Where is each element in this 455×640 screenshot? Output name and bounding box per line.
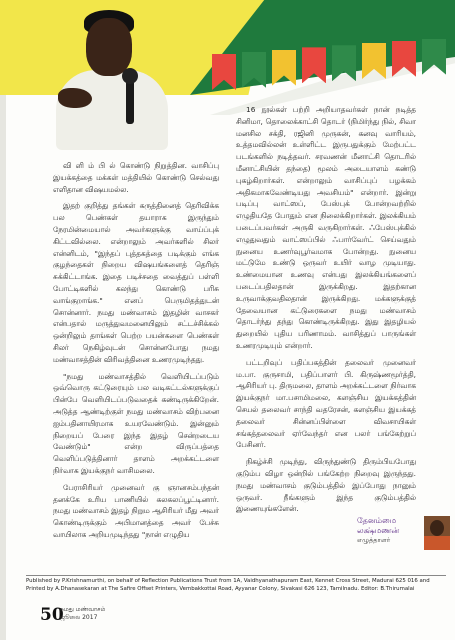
- author-name: தேனம்மை லக்ஷ்மணன்: [357, 516, 400, 535]
- page-number: 50: [40, 605, 64, 625]
- paragraph: வி ளி ம் பி ல் கொண்டு நிறுத்தின. வாசிப்பு இயக்கத்தை மக்கள் மத்தியில் கொண்டு செல்வது எளிதான விஷயமல்ல.: [53, 161, 219, 194]
- paragraph: பேராசிரியர் முனைவர் கு ஞானசம்பந்தன் தனக்கே உரிய பாணியில் கலகலப்பூட்டினார். நமது மண்வாசம் இதழ் நிறும ஆசிரியர் மீது அவர் கொண்டிருக்கும் அபிமானத்தை அவர் பேச்சு வாயிலாக அறியமுடிந்தது "நான் எழுதிய: [53, 482, 219, 539]
- bunting-flag: [422, 39, 446, 75]
- author-role: எழுத்தாளர்: [357, 536, 391, 544]
- speaker-photo: [52, 0, 172, 150]
- page-edge: [0, 0, 6, 640]
- microphone-icon: [126, 78, 134, 124]
- paragraph: பட்டறிவுப் பதிப்பகத்தின் தலைவர் முனைவர் ம.பா. குருசாமி, பதிப்பாளர் பி. கிருஷ்ணமூர்த்தி, ஆசிரியர் பு. திருமலை, தாளம் அறக்கட்டளை நிர்வாக இயக்குநர் மா.பசாமிமலை, களஞ்சிய இயக்கத்தின் செயல் தலைவர் சாந்தி வதரேசன், களஞ்சிய இயக்கத் தலைவர் சின்னப்பிள்ளை விவசாயிகள் சங்கத்தலைவர் ஏர்வேந்தர் என பலர் பங்கேற்றுப் பேசினர்.: [236, 357, 416, 450]
- bunting-flag: [392, 41, 416, 77]
- paragraph: "நமது மண்வாசத்தில் வெளியிடப்படும் ஒவ்வொரு கட்டுரையும் பல வடிகட்டல்களுக்குப் பின்பே வெளியிடப்படுவதைக் கண்டிருக்கிறேன். அடுத்த ஆண்டிற்குள் நமது மண்வாசம் விற்பனை ஐம்பதினாயிரமாக உயரவேண்டும். இன்னும் நிறையப் பேரை இந்த இதழ் சென்றடைய வேண்டும்" என்ற விருப்பத்தை வெளிப்படுத்தினார் தாளம் அறக்கட்டளை நிர்வாக இயக்குநர் வாசிமலை.: [53, 371, 219, 475]
- bunting-flags: [212, 36, 455, 76]
- footer-divider: [26, 575, 446, 576]
- paragraph: 16 நூல்கள் பற்றி அறியாதவர்கள் நான் நடித்த சினிமா, தொலைக்காட்சி தொடர் (நிமிர்ந்து நில், சிவா மனசில சக்தி, ரஜினி முருகன், கனவு வாரியம், உத்தமவில்லன் உள்ளிட்ட இருபதுக்கும் மேற்பட்ட படங்களில் நடித்தவர். சரவணன் மீனாட்சி தொடரில் மீனாட்சியின் தந்தை) மூலம் அடையாளம் கண்டு புகழ்கிறார்கள். என்றாலும் வாசிப்புப் பழக்கம் அதிகமாகவேண்டியது அவசியம்" என்றார். இன்று படிப்பு வாட்ஸப், பேஸ்புக் போன்றவற்றில் எழுதியதே போதும் என நிலைக்கிறார்கள். இலக்கியம் படைப்பவர்கள் அருகி வருகிறார்கள். ஃபேஸ்புக்கில் எழுதுவதும் வாட்ஸப்பில் ஃபார்வேர்ட் செய்வதும் நுனைய உணர்வுபூர்வமாக போன்றது. நுனைய மட்டுமே உண்டு ஒருவர் உயிர் வாழ முடியாது. உண்மையான உணவு என்பது இலக்கியங்களைப் படைப்பதிலதான் இருக்கிறது. இதற்கான உருவாக்குவதிலதான் இருக்கிறது. மக்களுக்குத் தேவையான கட்டுரைகளை நமது மண்வாசம் தொடர்ந்து தந்து கொண்டிருக்கிறது. இது இதழியல் துறையில் புதிய பரிணாமம். வாசித்துப் பாருங்கள் உணரமுடியும் என்றார்.: [236, 105, 416, 350]
- left-column: [53, 160, 219, 546]
- author-signature: [357, 516, 417, 546]
- bunting-flag: [302, 47, 326, 83]
- right-column: [236, 104, 416, 520]
- author-photo: [424, 516, 450, 550]
- paragraph: நிகழ்ச்சி முடிந்து, விருந்துண்டு திரும்பியபோது குடும்ப விழா ஒன்றில் பங்கேற்ற நிறைவு இருந்தது. நமது மண்வாசம் குடும்பத்தில் இப்போது நானும் ஒருவர். நீங்களும் இந்த குடும்பத்தில் இணையுங்களேன்.: [236, 457, 416, 514]
- magazine-name: நமது மண்வாசம்: [60, 606, 106, 613]
- publisher-imprint: Published by P.Krishnamurthi, on behalf of Reflection Publications Trust from 1A, Vaidhyanathapuram East, Kennet Cross Street, Madurai 625 016 and Printed by A.Dhanasekaran at The Safire Offset Printers, Vembakkottai Road, Ayyanar Colony, Sivakasi 626 123, Tamilnadu. Editor: B.Thirumalai: [26, 578, 430, 592]
- magazine-info: [60, 606, 105, 622]
- bunting-flag: [362, 43, 386, 79]
- paragraph: இதற் குறித்து தங்கள் கருத்தினைத் தெரிவிக்க பல பெண்கள் தயாராக இருந்தும் நேரமின்மையால் அவர்களுக்கு வாய்ப்புக் கிட்டவில்லை. என்றாலும் அவர்களில் சிலர் என்னிடம், "இந்தப் புத்தகத்தை படிக்கும் எங்க குழந்தைகள் நிறைய விஷயங்களைத் தெரிஞ் சுக்கிட்டாங்க. இதை படிச்சதை வைத்துப் பள்ளி போட்டிகளில் கலந்து கொண்டு பரிசு வாங்குறாங்க." எனப் பெருமிதத்துடன் சொன்னார். நமது மண்வாசம் இதழின் வாசகர் என்பதால் மருத்துவமனையிலும் சட்டச்சிக்கல் ஒன்றிலும் தாங்கள் பெற்ற பயன்களை பெண்கள் சிலர் நெகிழ்வுடன் சொன்னபோது நமது மண்வாசத்தின் விரிவத்தினை உணரமுடிந்தது.: [53, 201, 219, 364]
- bunting-flag: [332, 45, 356, 81]
- magazine-issue: ஜூலை 2017: [60, 614, 98, 621]
